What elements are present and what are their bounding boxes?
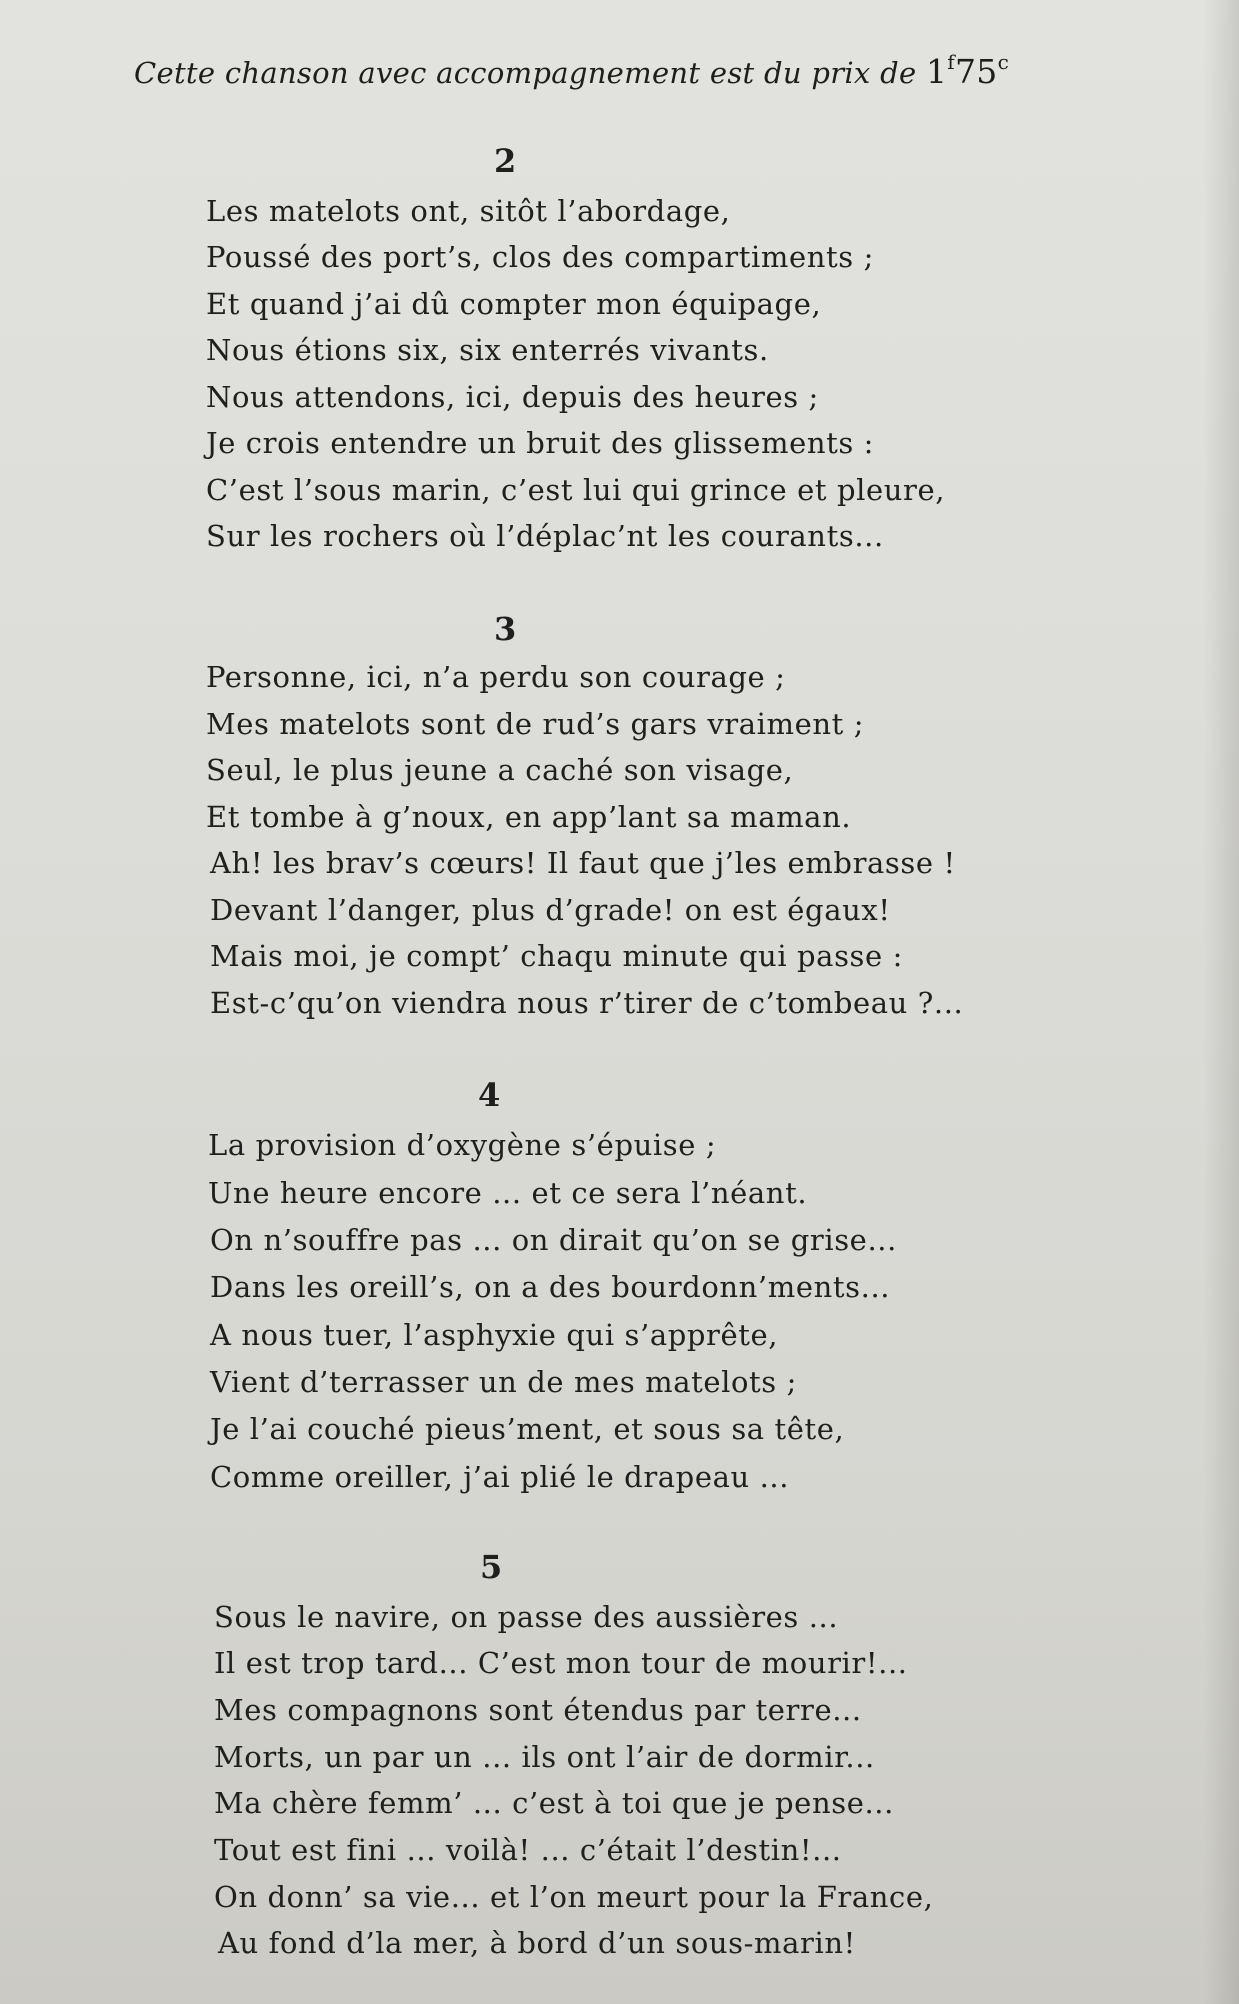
verse-line: On n’souffre pas ... on dirait qu’on se grise... [210, 1223, 897, 1257]
page-shadow-edge [1203, 0, 1239, 2004]
verse-line: A nous tuer, l’asphyxie qui s’apprête, [210, 1318, 779, 1352]
verse-line: Il est trop tard... C’est mon tour de mourir!... [214, 1646, 908, 1680]
verse-line: Je l’ai couché pieus’ment, et sous sa tête, [210, 1412, 845, 1446]
price-value: 1$^f$75$^c$ [925, 50, 1010, 91]
verse-line: Ma chère femm’ ... c’est à toi que je pense... [214, 1786, 894, 1820]
verse-line: Comme oreiller, j’ai plié le drapeau ... [210, 1460, 790, 1494]
verse-line: Est-c’qu’on viendra nous r’tirer de c’tombeau ?... [210, 986, 964, 1020]
verse-line: Nous attendons, ici, depuis des heures ; [206, 380, 819, 414]
verse-line: Les matelots ont, sitôt l’abordage, [206, 194, 731, 228]
verse-line: Vient d’terrasser un de mes matelots ; [210, 1365, 797, 1399]
verse-line: Morts, un par un ... ils ont l’air de dormir... [214, 1740, 875, 1774]
stanza-number: 3 [494, 610, 517, 648]
verse-line: Personne, ici, n’a perdu son courage ; [206, 660, 786, 694]
verse-line: Ah! les brav’s cœurs! Il faut que j’les embrasse ! [210, 846, 956, 880]
verse-line: Devant l’danger, plus d’grade! on est égaux! [210, 893, 891, 927]
verse-line: Et tombe à g’noux, en app’lant sa maman. [206, 800, 852, 834]
stanza-number: 2 [494, 142, 517, 180]
verse-line: Une heure encore ... et ce sera l’néant. [208, 1176, 808, 1210]
verse-line: Au fond d’la mer, à bord d’un sous-marin! [218, 1926, 856, 1960]
verse-line: Et quand j’ai dû compter mon équipage, [206, 287, 822, 321]
verse-line: On donn’ sa vie... et l’on meurt pour la France, [214, 1880, 934, 1914]
verse-line: La provision d’oxygène s’épuise ; [208, 1128, 717, 1162]
verse-line: Mes compagnons sont étendus par terre... [214, 1693, 862, 1727]
verse-line: Dans les oreill’s, on a des bourdonn’ments... [210, 1270, 891, 1304]
verse-line: Nous étions six, six enterrés vivants. [206, 333, 769, 367]
stanza-number: 5 [480, 1548, 503, 1586]
verse-line: Mes matelots sont de rud’s gars vraiment ; [206, 707, 865, 741]
verse-line: Seul, le plus jeune a caché son visage, [206, 753, 794, 787]
price-notice [134, 50, 1134, 91]
verse-line: C’est l’sous marin, c’est lui qui grince et pleure, [206, 473, 946, 507]
verse-line: Sous le navire, on passe des aussières ... [214, 1600, 839, 1634]
verse-line: Je crois entendre un bruit des glissements : [206, 426, 875, 460]
verse-line: Poussé des port’s, clos des compartiments ; [206, 240, 874, 274]
stanza-number: 4 [478, 1076, 501, 1114]
verse-line: Tout est fini ... voilà! ... c’était l’destin!... [214, 1833, 842, 1867]
verse-line: Mais moi, je compt’ chaqu minute qui passe : [210, 939, 903, 973]
price-notice-text: Cette chanson avec accompagnement est du prix de [134, 56, 917, 90]
verse-line: Sur les rochers où l’déplac’nt les courants... [206, 519, 884, 553]
